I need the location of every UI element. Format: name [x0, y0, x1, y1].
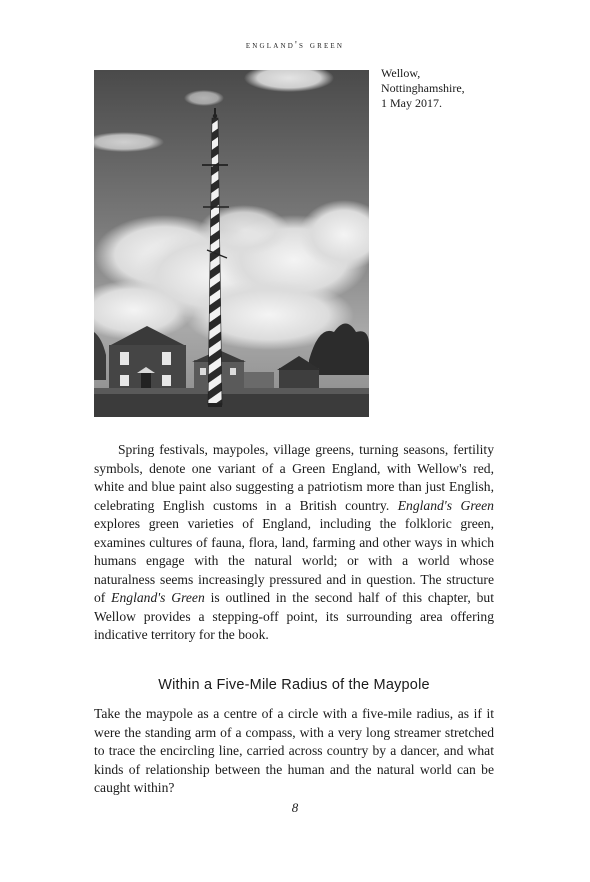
maypole-photograph — [94, 70, 369, 417]
caption-line: Wellow, — [381, 66, 421, 80]
paragraph-text: is outlined in the second half of this chapter, but Wellow provides a stepping-off point, its surrounding area offering indicative territory for the book. — [94, 590, 494, 642]
photo-caption — [381, 66, 501, 111]
paragraph-text: explores green varieties of England, including the folkloric green, examines cultures of fauna, flora, land, farming and other ways in which humans engage with the natural world; or with a world whose naturalness seems increasingly pressured and in question. The structure of — [94, 516, 494, 605]
body-paragraph — [94, 441, 494, 645]
section-heading: Within a Five-Mile Radius of the Maypole — [158, 677, 430, 693]
book-title: England's Green — [111, 590, 205, 605]
body-paragraph: Take the maypole as a centre of a circle with a five-mile radius, as if it were the standing arm of a compass, with a very long streamer stretched to trace the encircling line, carried across country by a dancer, and what kinds of relationship between the human and the natural world can be caught within? — [94, 706, 494, 795]
page-number: 8 — [291, 800, 299, 815]
book-title: England's Green — [397, 497, 494, 513]
paragraph-text: Spring festivals, maypoles, village greens, turning seasons, fertility symbols, denote one variant of a Green England, with Wellow's red, white and blue paint also suggesting a patriotism more than just English, celebrating English customs in a British country. — [94, 442, 494, 513]
running-head: england's green — [245, 40, 345, 51]
caption-line: 1 May 2017. — [381, 96, 442, 110]
caption-line: Nottinghamshire, — [381, 81, 465, 95]
